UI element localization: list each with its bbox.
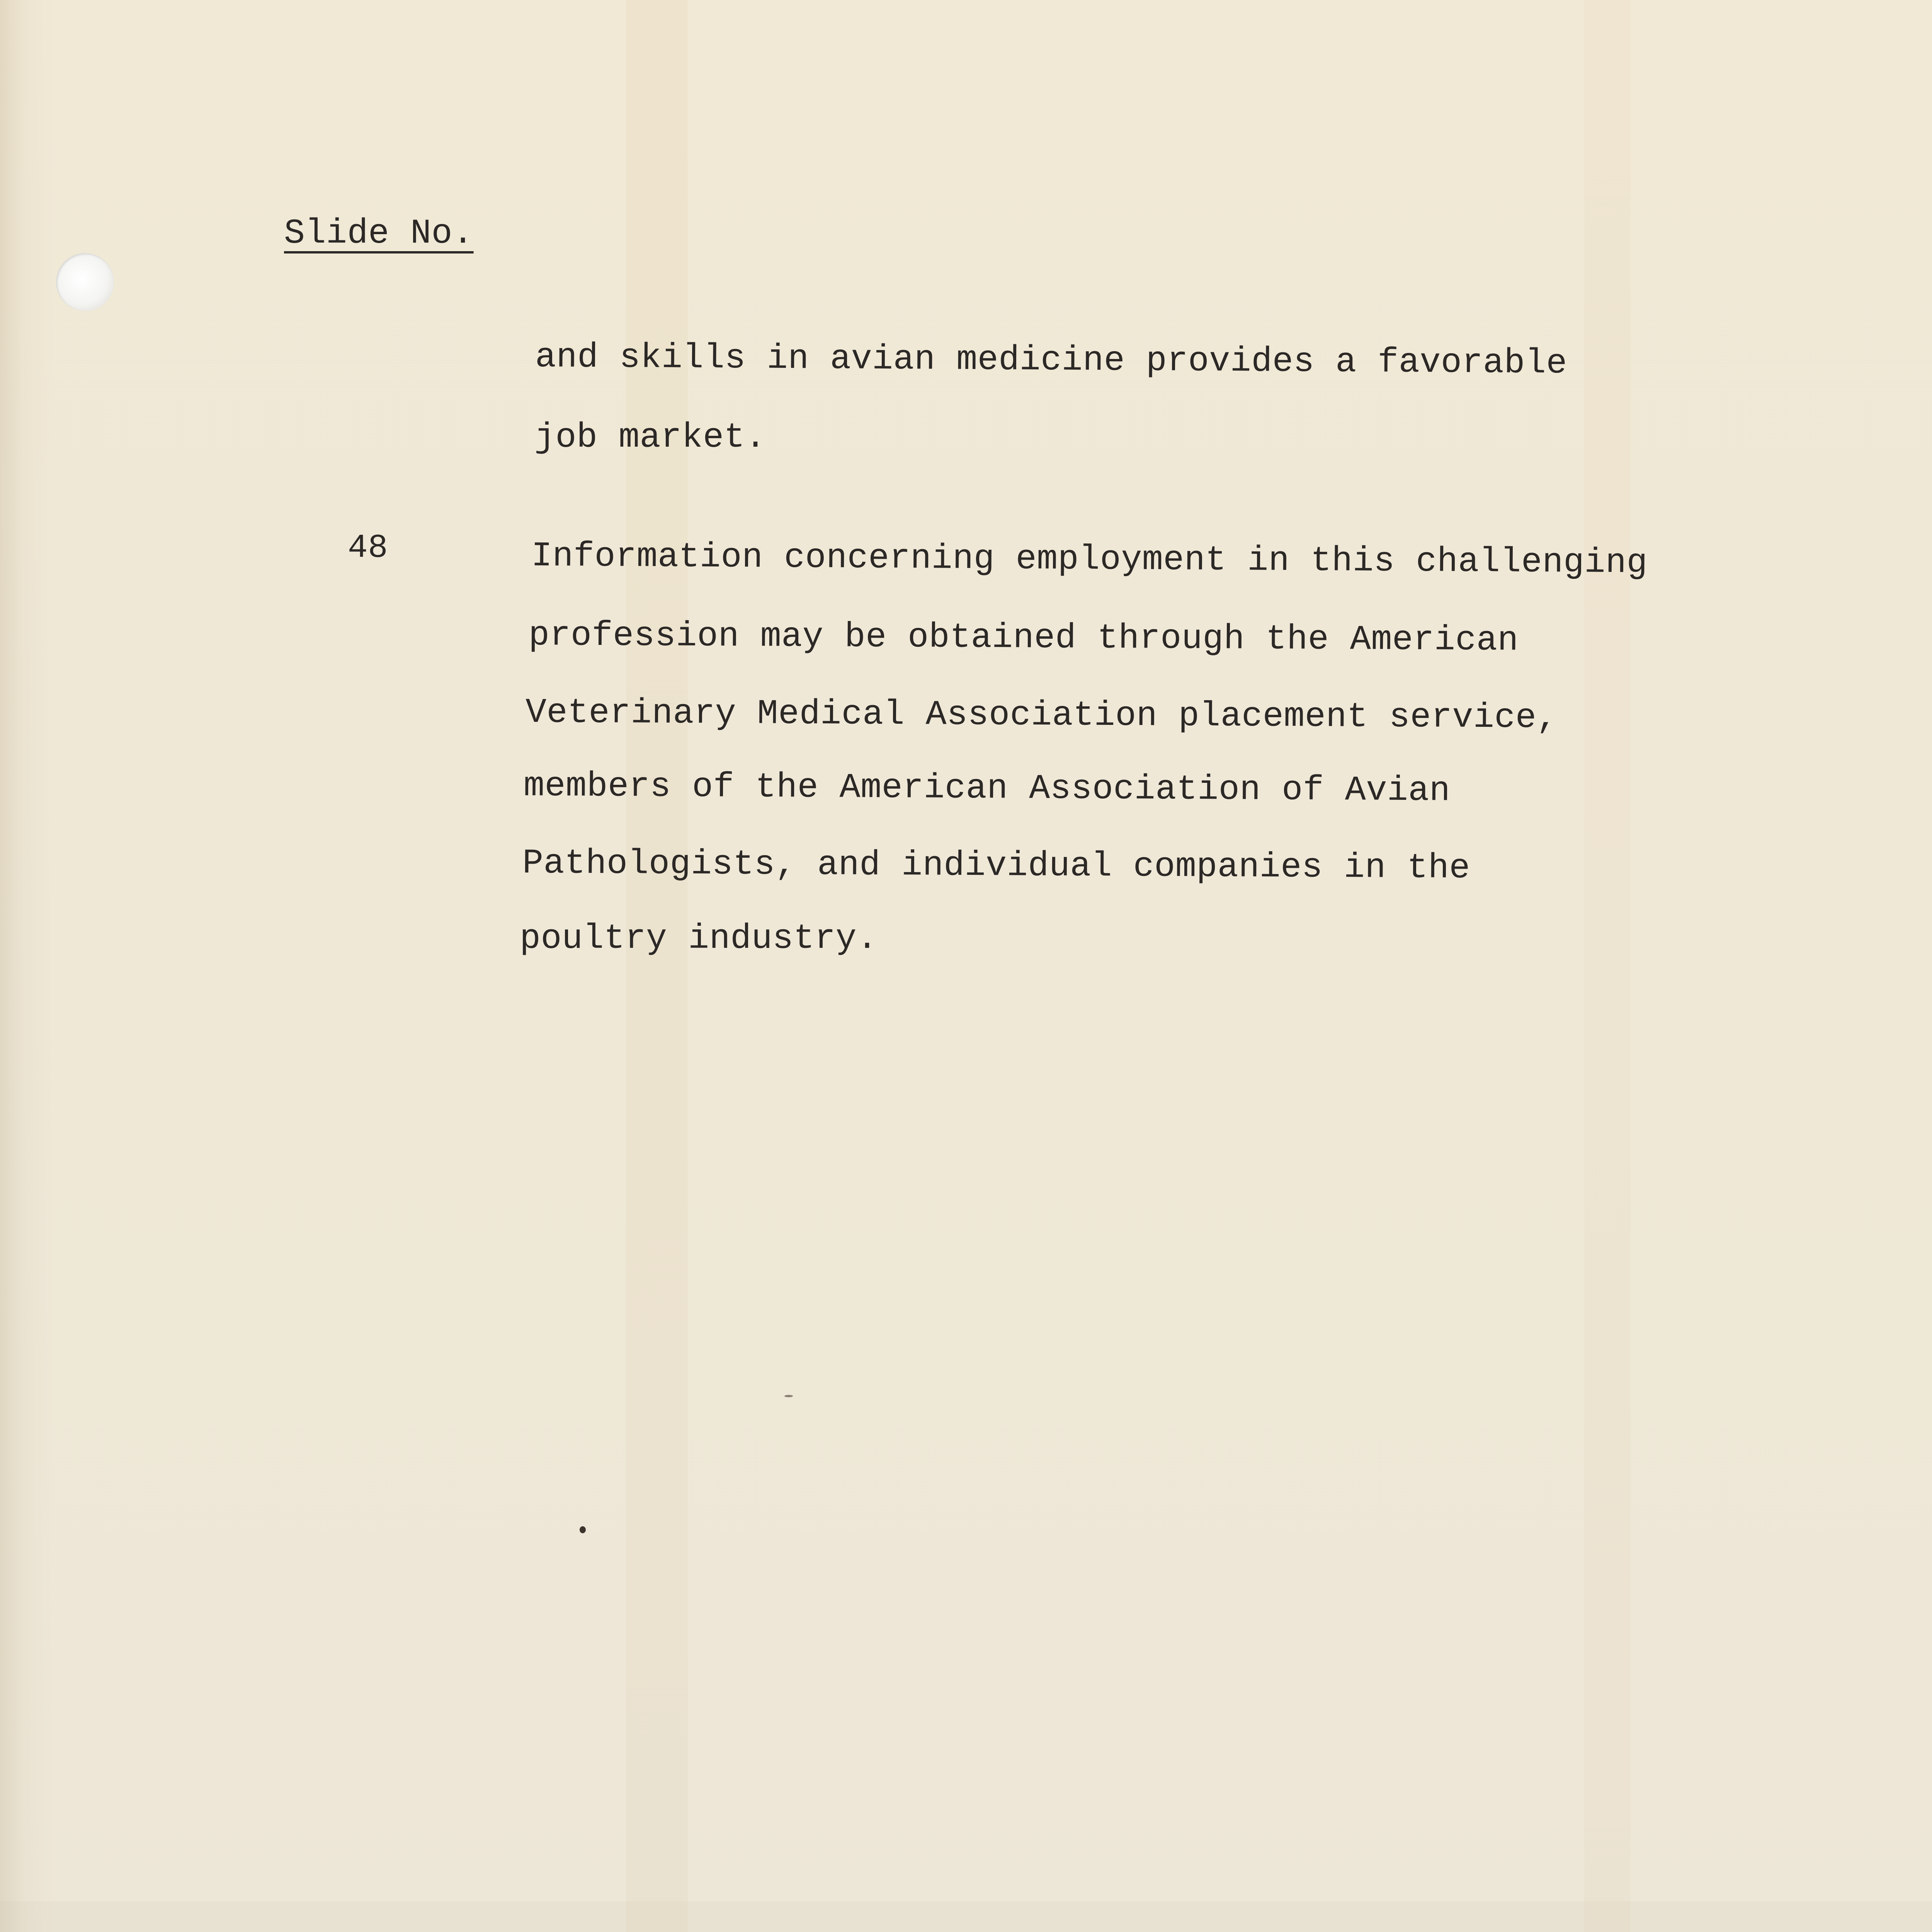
paper-band	[626, 0, 688, 1932]
entry-text-line: job market.	[534, 418, 766, 457]
slide-no-header: Slide No.	[284, 214, 474, 253]
entry-text-line: Pathologists, and individual companies in the	[522, 844, 1471, 888]
ink-speck	[580, 1526, 586, 1533]
entry-text-line: members of the American Association of Avian	[523, 767, 1451, 811]
entry-text-line: and skills in avian medicine provides a favorable	[535, 338, 1568, 384]
entry-text-line: Veterinary Medical Association placement service,	[525, 693, 1558, 738]
ink-speck	[784, 1395, 793, 1397]
paper-band	[1584, 0, 1631, 1932]
slide-number: 48	[348, 529, 388, 567]
paper-fold-band	[0, 1901, 1932, 1932]
punch-hole-top	[56, 253, 114, 311]
entry-text-line: profession may be obtained through the American	[528, 616, 1519, 661]
entry-text-line: Information concerning employment in this challenging	[531, 537, 1648, 583]
entry-text-line: poultry industry.	[520, 919, 878, 959]
